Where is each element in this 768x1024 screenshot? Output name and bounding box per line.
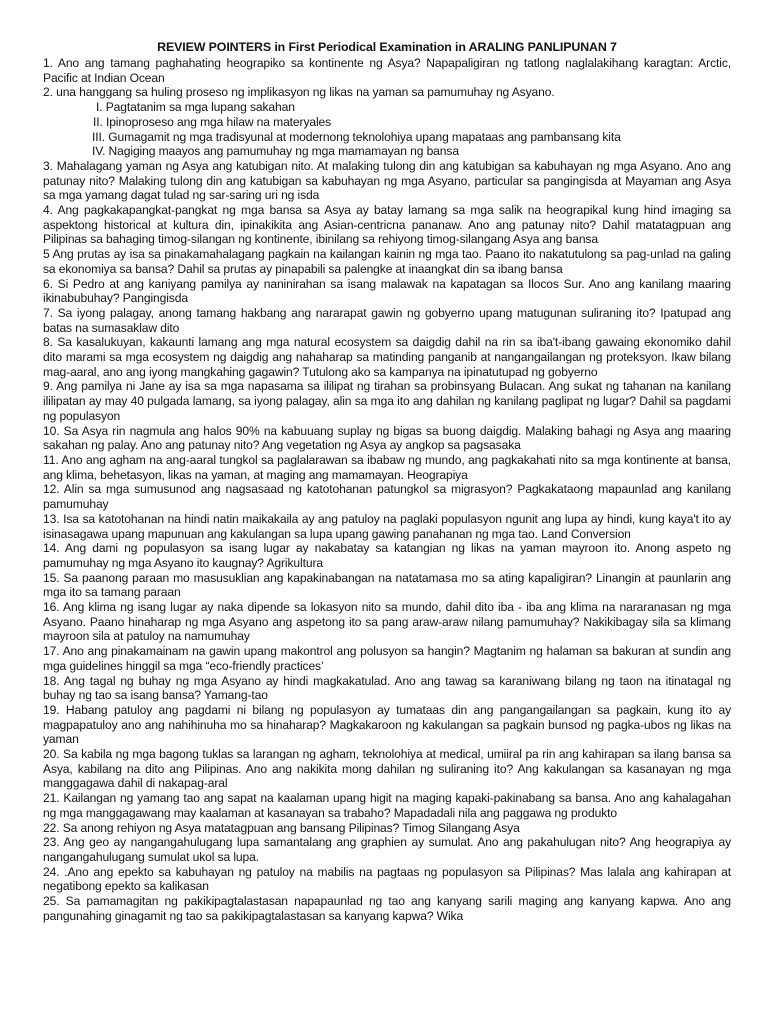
sub-item: II. Ipinoproseso ang mga hilaw na materyales [93, 114, 332, 129]
review-item-text: 16. Ang klima ng isang lugar ay naka dipende sa lokasyon nito sa mundo, dahil dito iba - iba ang klima na nararanasan ng mga Asyano. Paano hinaharap ng mga Asyano ang aspetong ito sa pang araw-araw nilang pamumuhay? Nakikibagay sila sa klimang mayroon sila at patuloy na namumuhay [43, 600, 731, 644]
review-item [43, 159, 731, 203]
review-item-text: 3. Mahalagang yaman ng Asya ang katubigan nito. At malaking tulong din ang katubigan sa kabuhayan ng mga Asyano. Ano ang patunay nito? Malaking tulong din ang katubigan sa kabuhayan ng mga Asyano, particular sa pangingisda at Mayaman ang Asya sa mga yamang dagat tulad ng sar-saring uri ng isda [43, 158, 731, 203]
sub-item: III. Gumagamit ng mga tradisyunal at modernong teknolohiya upang mapataas ang pambansang kita [92, 129, 621, 144]
review-item-text: 22. Sa anong rehiyon ng Asya matatagpuan ang bansang Pilipinas? Timog Silangang Asya [43, 820, 520, 835]
review-item-text: 21. Kailangan ng yamang tao ang sapat na kaalaman upang higit na maging kapaki-pakinabang sa bansa. Ano ang kahalagahan ng mga manggagawang may kaalaman at kasanayan sa trabaho? Mapadadali nila ang paggawa ng produkto [43, 791, 731, 820]
review-item [43, 674, 731, 703]
review-item-answer: . Land Conversion [534, 526, 631, 541]
review-item-text: 11. Ano ang agham na ang-aaral tungkol sa paglalarawan sa ibabaw ng mundo, ang pagkakahati nito sa mga kontinente at bansa, ang klima, behetasyon, likas na yaman, at maging ang mamamayan. Heograpiya [43, 452, 731, 482]
sub-item: I. Pagtatanim sa mga lupang sakahan [96, 100, 295, 115]
review-item [43, 747, 731, 791]
review-item [43, 203, 731, 247]
review-item [43, 541, 731, 570]
review-item-text: 13. Isa sa katotohanan na hindi natin maikakaila ay ang patuloy na paglaki populasyon ngunit ang lupa ay hindi, kung kaya't ito ay isinasagawa upang mapunuan ang kakulangan sa lupa upang gawing panahanan ng mga tao [43, 511, 731, 541]
sub-item: IV. Nagiging maayos ang pamumuhay ng mga mamamayan ng bansa [92, 144, 459, 159]
review-item-text: 23. Ang geo ay nangangahulugang lupa samantalang ang graphien ay sumulat. Ano ang pakahulugan nito? Ang heograpiya ay nangangahulugang sumulat ukol sa lupa. [43, 835, 731, 864]
review-item-text: 7. Sa iyong palagay, anong tamang hakbang ang nararapat gawin ng gobyerno upang matugunan suliraning ito? Ipatupad ang batas na sumasaklaw dito [43, 305, 731, 335]
review-item [43, 277, 731, 306]
review-item [43, 247, 731, 276]
review-item-text: 15. Sa paanong paraan mo masusuklian ang kapakinabangan na natatamasa mo sa ating kapaligiran? Linangin at paunlarin ang mga ito sa tamang paraan [43, 570, 731, 600]
review-item-text: 17. Ano ang pinakamainam na gawin upang makontrol ang polusyon sa hangin? Magtanim ng halaman sa bakuran at sundin ang mga guidelines hinggil sa mga “eco-friendly practices’ [43, 644, 731, 673]
review-item [43, 56, 731, 85]
review-item-text: 9. Ang pamilya ni Jane ay isa sa mga napasama sa ililipat ng tirahan sa probinsyang Bulacan. Ang sukat ng tahanan na kanilang ililipatan ay may 40 pulgada lamang, sa iyong palagay, alin sa mga ito ang dahilan ng kanilang paglipat ng lugar? Dahil sa pagdami ng populasyon [43, 379, 731, 423]
review-item-text: 12. Alin sa mga sumusunod ang nagsasaad ng katotohanan patungkol sa migrasyon? Pagkakataong mapaunlad ang kanilang pamumuhay [43, 482, 731, 512]
review-item [43, 600, 731, 644]
review-item [43, 379, 731, 423]
review-item [43, 335, 731, 379]
review-item-text: 14. Ang dami ng populasyon sa isang lugar ay nakabatay sa katangian ng likas na yaman mayroon ito. Anong aspeto ng pamumuhay ng mga Asyano ito kaugnay? Agrikultura [43, 541, 731, 570]
review-items-list [43, 56, 731, 923]
review-item [43, 865, 731, 894]
review-item [43, 306, 731, 335]
review-item [43, 835, 731, 864]
review-item [43, 703, 731, 747]
review-item [43, 453, 731, 482]
review-item-text: 10. Sa Asya rin nagmula ang halos 90% na kabuuang suplay ng bigas sa buong daigdig. Malaking bahagi ng Asya ang maaring sakahan ng palay. Ano ang patunay nito? Ang vegetation ng Asya ay angkop sa pagsasaka [43, 423, 731, 453]
review-item-text: 25. Sa pamamagitan ng pakikipagtalastasan napapaunlad ng tao ang kanyang sarili maging ang kanyang kapwa. Ano ang pangunahing ginagamit ng tao sa pakikipagtalastasan sa kanyang kapwa? Wika [43, 894, 731, 923]
review-item-text: 8. Sa kasalukuyan, kakaunti lamang ang mga natural ecosystem sa daigdig dahil na rin sa iba't-ibang gawaing ekonomiko dahil dito marami sa mga ecosystem ng daigdig ang nahaharap sa matinding panganib at nangangailangan ng proteksyon. Ikaw bilang mag-aaral, ano ang iyong mangkahing gagawin? Tutulong ako sa kampanya na ipinatutupad ng gobyerno [43, 335, 731, 379]
review-item-text: 20. Sa kabila ng mga bagong tuklas sa larangan ng agham, teknolohiya at medical, umiiral pa rin ang kahirapan sa ilang bansa sa Asya, kabilang na dito ang Pilipinas. Ano ang nakikita mong dahilan ng suliraning ito? Ang kakulangan sa kasanayan ng mga manggagawa dahil di nakapag-aral [43, 747, 731, 791]
review-item [43, 894, 731, 923]
review-item-text: 19. Habang patuloy ang pagdami ni bilang ng populasyon ay tumataas din ang pangangailangan sa pagkain, kung ito ay magpapatuloy ano ang nahihinuha mo sa hinaharap? Magkakaroon ng kakulangan sa pagkain bunsod ng pagka-ubos ng likas na yaman [43, 702, 731, 747]
review-item-text: 18. Ang tagal ng buhay ng mga Asyano ay hindi magkakatulad. Ano ang tawag sa karaniwang bilang ng taon na itinatagal ng buhay ng tao sa isang bansa? Yamang-tao [43, 673, 731, 703]
review-item [43, 482, 731, 511]
review-item [43, 512, 731, 541]
review-item [43, 85, 731, 100]
review-item-text: 5 Ang prutas ay isa sa pinakamahalagang pagkain na kailangan kainin ng mga tao. Paano ito nakatutulong sa pag-unlad na galing sa ekonomiya sa bansa? Dahil sa prutas ay pinapabili sa palengke at inaangkat din sa ibang bansa [43, 247, 731, 276]
review-item-text: 24. .Ano ang epekto sa kabuhayan ng patuloy na mabilis na pagtaas ng populasyon sa Pilipinas? Mas lalala ang kahirapan at negatibong epekto sa kalikasan [43, 864, 731, 894]
review-item-text: 1. Ano ang tamang paghahating heograpiko sa kontinente ng Asya? Napapaligiran ng tatlong naglalakihang karagtan: Arctic, Pacific at Indian Ocean [43, 56, 731, 85]
review-item-text: 6. Si Pedro at ang kaniyang pamilya ay naninirahan sa isang malawak na kapatagan sa Ilocos Sur. Ano ang kanilang maaring ikinabubuhay? Pangingisda [43, 276, 731, 306]
review-item [43, 791, 731, 820]
review-item [43, 821, 731, 836]
review-item [43, 644, 731, 673]
review-item-text: 4. Ang pagkakapangkat-pangkat ng mga bansa sa Asya ay batay lamang sa mga salik na heograpikal kung hind imaging sa aspektong historical at kultura din, ipinakikita ang Asian-centricna pananaw. Ano ang patunay nito? Dahil matatagpuan ang Pilipinas sa bahaging timog-silangan ng kontinente, ibinilang sa rehiyong timog-silangang Asya ang bansa [43, 203, 731, 247]
document-title: REVIEW POINTERS in First Periodical Examination in ARALING PANLIPUNAN 7 [157, 40, 617, 54]
sub-item-list [43, 100, 731, 159]
review-item [43, 571, 731, 600]
review-item [43, 424, 731, 453]
review-item-text: 2. una hanggang sa huling proseso ng implikasyon ng likas na yaman sa pamumuhay ng Asyano. [43, 85, 555, 100]
